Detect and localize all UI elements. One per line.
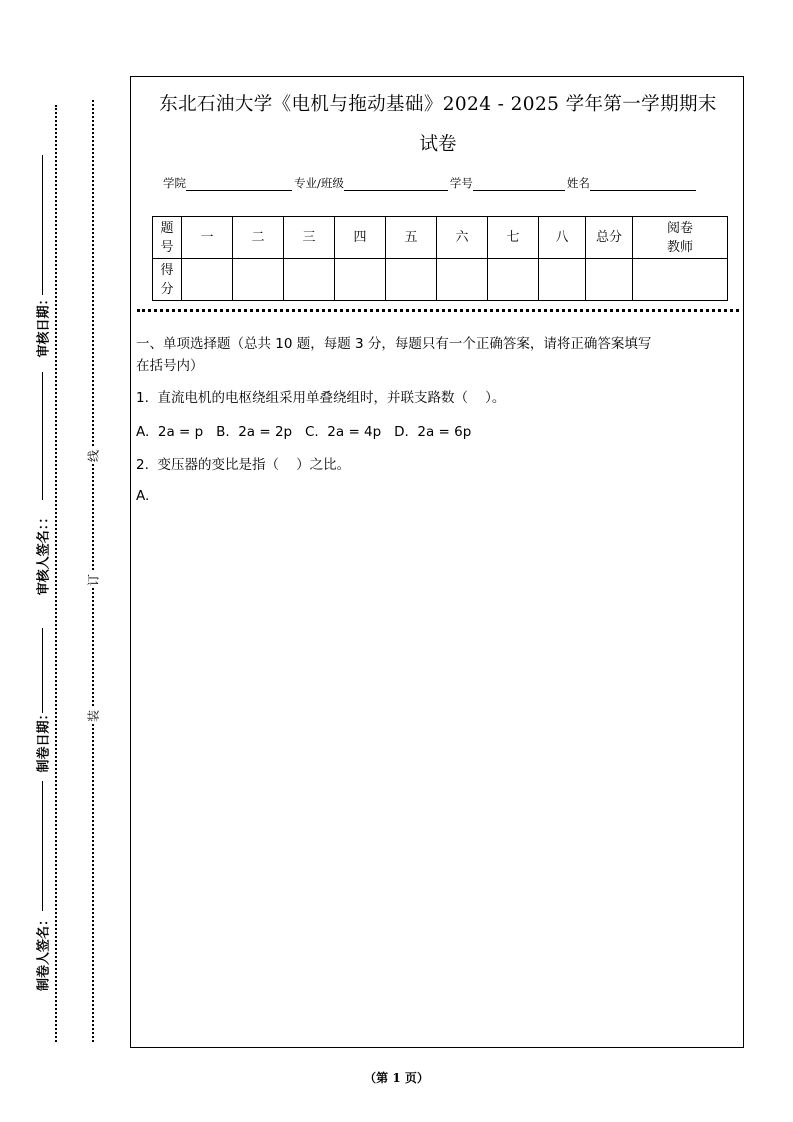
score-cell-6[interactable] [437, 259, 488, 301]
college-blank[interactable] [186, 178, 292, 191]
page-number: （第 1 页） [364, 1071, 429, 1085]
make-date-label: 制卷日期： [36, 707, 52, 773]
section-1-heading-line1: 一、单项选择题（总共 10 题，每题 3 分，每题只有一个正确答案，请将正确答案填写 [136, 336, 652, 352]
make-date-line [42, 628, 43, 713]
student-id-label: 学号 [449, 176, 473, 190]
score-cell-grader[interactable] [633, 259, 728, 301]
review-date-label: 审核日期： [36, 292, 52, 358]
score-cell-1[interactable] [182, 259, 233, 301]
score-cell-7[interactable] [488, 259, 539, 301]
exam-title: 东北石油大学《电机与拖动基础》2024 - 2025 学年第一学期期末 [159, 94, 717, 115]
name-label: 姓名 [566, 176, 590, 190]
col-grader: 阅卷 教师 [633, 217, 728, 259]
score-table [152, 216, 728, 301]
college-label: 学院 [163, 176, 186, 190]
score-table-header-row [153, 217, 728, 259]
bind-char-line: 线 [86, 449, 101, 463]
review-date-line [42, 155, 43, 295]
col-6: 六 [437, 217, 488, 259]
major-class-label: 专业/班级 [294, 176, 344, 190]
question-2: 2. 变压器的变比是指（ ）之比。 [136, 457, 351, 473]
col-4: 四 [335, 217, 386, 259]
reviewer-sign-label: 审核人签名：： [36, 510, 52, 596]
col-2: 二 [233, 217, 284, 259]
question-2-option-a: A. [136, 488, 150, 504]
col-8: 八 [539, 217, 586, 259]
outer-dotted-line [55, 105, 57, 1042]
question-1-options: A. 2a = p B. 2a = 2p C. 2a = 4p D. 2a = 6p [136, 424, 472, 440]
score-table-score-row [153, 259, 728, 301]
score-cell-2[interactable] [233, 259, 284, 301]
question-1: 1. 直流电机的电枢绕组采用单叠绕组时，并联支路数（ ）。 [136, 390, 506, 406]
col-7: 七 [488, 217, 539, 259]
section-1-heading-line2: 在括号内） [136, 358, 204, 374]
col-1: 一 [182, 217, 233, 259]
exam-title-continued: 试卷 [419, 134, 457, 155]
bind-char-order: 订 [86, 573, 101, 587]
score-cell-total[interactable] [586, 259, 633, 301]
score-cell-5[interactable] [386, 259, 437, 301]
major-class-blank[interactable] [344, 178, 448, 191]
bind-char-bind: 装 [86, 709, 101, 723]
student-info-row [163, 175, 698, 191]
name-blank[interactable] [590, 178, 696, 191]
question-number-label: 题 号 [153, 217, 182, 259]
score-cell-8[interactable] [539, 259, 586, 301]
col-5: 五 [386, 217, 437, 259]
maker-sign-line [42, 781, 43, 911]
reviewer-sign-line [42, 372, 43, 500]
section-1-heading [136, 333, 651, 377]
col-total: 总分 [586, 217, 633, 259]
section-separator [137, 309, 739, 312]
score-cell-3[interactable] [284, 259, 335, 301]
score-label: 得 分 [153, 259, 182, 301]
maker-sign-label: 制卷人签名： [36, 912, 52, 992]
student-id-blank[interactable] [473, 178, 565, 191]
score-cell-4[interactable] [335, 259, 386, 301]
col-3: 三 [284, 217, 335, 259]
exam-frame [130, 76, 744, 1048]
